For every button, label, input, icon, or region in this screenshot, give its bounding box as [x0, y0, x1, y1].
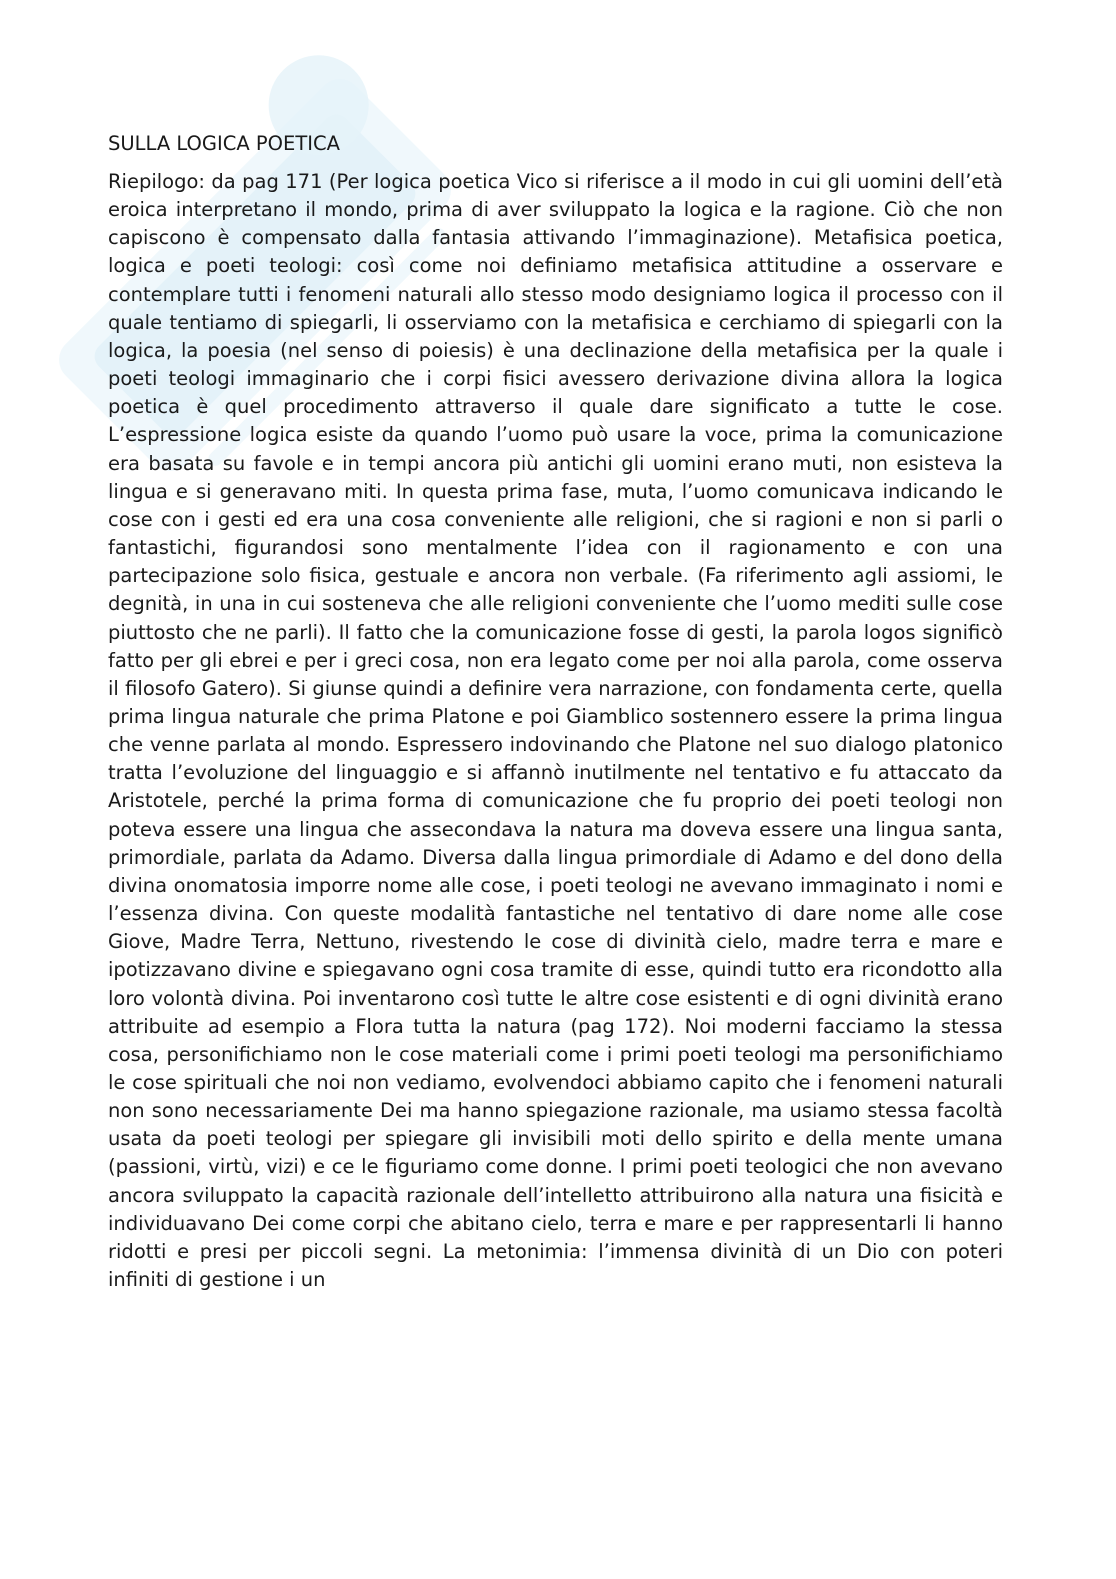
document-body: Riepilogo: da pag 171 (Per logica poetica Vico si riferisce a il modo in cui gli uomini dell’età eroica interpretano il mondo, prima di aver sviluppato la logica e la ragione. Ciò che non capiscono è compensato dalla fantasia attivando l’immaginazione). Metafisica poetica, logica e poeti teologi: così come noi definiamo metafisica attitudine a osservare e contemplare tutti i fenomeni naturali allo stesso modo designiamo logica il processo con il quale tentiamo di spiegarli, li osserviamo con la metafisica e cerchiamo di spiegarli con la logica, la poesia (nel senso di poiesis) è una declinazione della metafisica per la quale i poeti teologi immaginario che i corpi fisici avessero derivazione divina allora la logica poetica è quel procedimento attraverso il quale dare significato a tutte le cose. L’espressione logica esiste da quando l’uomo può usare la voce, prima la comunicazione era basata su favole e in tempi ancora più antichi gli uomini erano muti, non esisteva la lingua e si generavano miti. In questa prima fase, muta, l’uomo comunicava indicando le cose con i gesti ed era una cosa conveniente alle religioni, che si ragioni e non si parli o fantastichi, figurandosi sono mentalmente l’idea con il ragionamento e con una partecipazione solo fisica, gestuale e ancora non verbale. (Fa riferimento agli assiomi, le degnità, in una in cui sosteneva che alle religioni conveniente che l’uomo mediti sulle cose piuttosto che ne parli). Il fatto che la comunicazione fosse di gesti, la parola logos significò fatto per gli ebrei e per i greci cosa, non era legato come per noi alla parola, come osserva il filosofo Gatero). Si giunse quindi a definire vera narrazione, con fondamenta certe, quella prima lingua naturale che prima Platone e poi Giamblico sostennero essere la prima lingua che venne parlata al mondo. Espressero indovinando che Platone nel suo dialogo platonico tratta l’evoluzione del linguaggio e si affannò inutilmente nel tentativo e fu attaccato da Aristotele, perché la prima forma di comunicazione che fu proprio dei poeti teologi non poteva essere una lingua che assecondava la natura ma doveva essere una lingua santa, primordiale, parlata da Adamo. Diversa dalla lingua primordiale di Adamo e del dono della divina onomatosia imporre nome alle cose, i poeti teologi ne avevano immaginato i nomi e l’essenza divina. Con queste modalità fantastiche nel tentativo di dare nome alle cose Giove, Madre Terra, Nettuno, rivestendo le cose di divinità cielo, madre terra e mare e ipotizzavano divine e spiegavano ogni cosa tramite di esse, quindi tutto era ricondotto alla loro volontà divina. Poi inventarono così tutte le altre cose esistenti e di ogni divinità erano attribuite ad esempio a Flora tutta la natura (pag 172). Noi moderni facciamo la stessa cosa, personifichiamo non le cose materiali come i primi poeti teologi ma personifichiamo le cose spirituali che noi non vediamo, evolvendoci abbiamo capito che i fenomeni naturali non sono necessariamente Dei ma hanno spiegazione razionale, ma usiamo stessa facoltà usata da poeti teologi per spiegare gli invisibili moti dello spirito e della mente umana (passioni, virtù, vizi) e ce le figuriamo come donne. I primi poeti teologici che non avevano ancora sviluppato la capacità razionale dell’intelletto attribuirono alla natura una fisicità e individuavano Dei come corpi che abitano cielo, terra e mare e per rappresentarli li hanno ridotti e presi per piccoli segni. La metonimia: l’immensa divinità di un Dio con poteri infiniti di gestione i un: [108, 170, 1003, 1292]
document-title: SULLA LOGICA POETICA: [108, 132, 340, 155]
document-content: [108, 130, 1003, 1294]
